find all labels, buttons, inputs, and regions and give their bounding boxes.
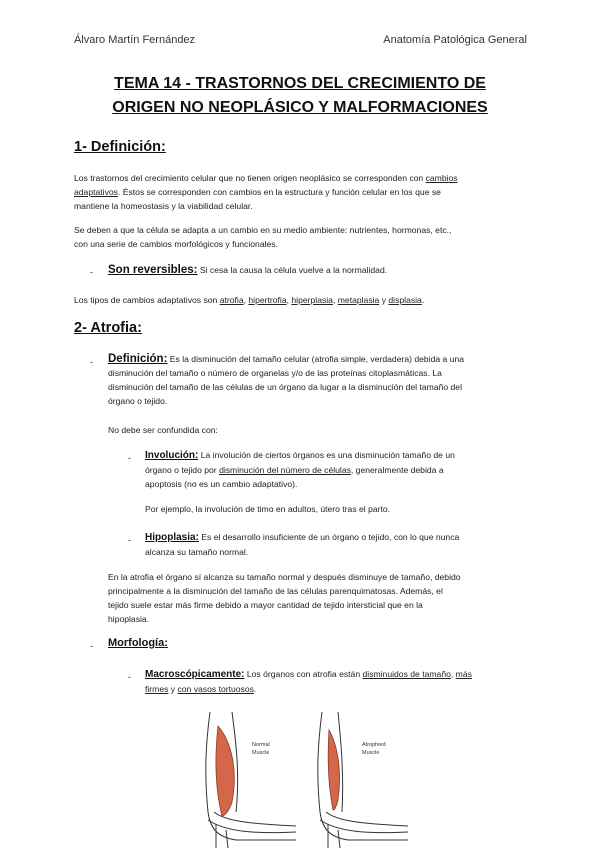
text: Los órganos con atrofia están: [244, 669, 363, 679]
label-morfologia: Morfología:: [108, 637, 168, 649]
label-atrophied-1: Atrophied: [362, 742, 386, 748]
term-disminucion-celulas: disminución del número de células: [219, 465, 351, 475]
text: principalmente a la disminución del tamaño de las células parenquimatosas. Además, el: [108, 586, 443, 596]
section-heading-atrofia: 2- Atrofia:: [74, 320, 142, 336]
page-title: [60, 72, 540, 120]
term-firmes: firmes: [145, 684, 169, 694]
paragraph-involucion: [145, 448, 455, 491]
atrophied-muscle-shape: [328, 730, 339, 810]
term-hipertrofia: hipertrofia: [248, 295, 287, 305]
text: disminución del tamaño de las células de un órgano da lugar a la disminución del tamaño del: [108, 382, 462, 392]
term-displasia: displasia: [388, 295, 422, 305]
text: y: [379, 295, 389, 305]
label-normal-1: Normal: [252, 742, 270, 748]
text: órgano o tejido por: [145, 465, 220, 475]
term-disminuidos: disminuidos de tamaño: [362, 669, 451, 679]
text: , generalmente debida a: [350, 465, 444, 475]
label-atrophied-2: Muscle: [362, 750, 380, 756]
text: Se deben a que la célula se adapta a un cambio en su medio ambiente: nutrientes, hormonas, etc.,: [74, 225, 452, 235]
paragraph-atrofia-vs-hipoplasia: [108, 570, 461, 626]
paragraph-macroscopicamente: [145, 667, 472, 696]
muscle-atrophy-illustration: [196, 712, 416, 848]
section-heading-definicion: 1- Definición:: [74, 139, 166, 155]
text: Si cesa la causa la célula vuelve a la normalidad.: [197, 265, 388, 275]
term-adaptativos: adaptativos: [74, 187, 118, 197]
title-line-1: TEMA 14 - TRASTORNOS DEL CRECIMIENTO DE: [114, 75, 486, 92]
bullet-dash: -: [90, 357, 93, 367]
bullet-dash: -: [90, 641, 93, 651]
paragraph-definicion-1: [74, 171, 458, 213]
bullet-dash: -: [90, 267, 93, 277]
term-atrofia: atrofia: [219, 295, 244, 305]
label-reversibles: Son reversibles:: [108, 264, 198, 276]
header-author: Álvaro Martín Fernández: [74, 34, 196, 46]
text: órgano o tejido.: [108, 396, 168, 406]
text: y: [168, 684, 178, 694]
term-mas: más: [455, 669, 472, 679]
text: En la atrofia el órgano sí alcanza su tamaño normal y después disminuye de tamaño, debido: [108, 572, 461, 582]
label-involucion: Involución:: [145, 450, 199, 461]
term-cambios: cambios: [425, 173, 458, 183]
header-subject: Anatomía Patológica General: [383, 34, 527, 46]
text: ,: [450, 669, 456, 679]
paragraph-definicion-2: [74, 223, 451, 251]
label-definicion: Definición:: [108, 353, 168, 365]
paragraph-definicion-atrofia: [108, 352, 464, 408]
title-line-2: ORIGEN NO NEOPLÁSICO Y MALFORMACIONES: [112, 99, 488, 116]
text: Es el desarrollo insuficiente de un órgano o tejido, con lo que nunca: [198, 532, 460, 542]
text: disminución del tamaño o número de organelas y/o de las proteínas citoplasmáticas. La: [108, 368, 442, 378]
label-macroscopicamente: Macroscópicamente:: [145, 669, 245, 680]
text: La involución de ciertos órganos es una disminución tamaño de un: [198, 450, 455, 460]
text: Es la disminución del tamaño celular (atrofia simple, verdadera) debida a una: [167, 354, 465, 364]
text: hipoplasia.: [108, 614, 150, 624]
term-vasos-tortuosos: con vasos tortuosos: [177, 684, 254, 694]
text: mantiene la homeostasis y la viabilidad celular.: [74, 201, 253, 211]
bullet-dash: -: [128, 672, 131, 682]
text-confundida: No debe ser confundida con:: [108, 425, 218, 435]
text: .: [253, 684, 257, 694]
bullet-dash: -: [128, 535, 131, 545]
paragraph-tipos: [74, 293, 424, 307]
label-hipoplasia: Hipoplasia:: [145, 532, 199, 543]
text-ejemplo-involucion: Por ejemplo, la involución de timo en adultos, útero tras el parto.: [145, 504, 391, 514]
text: ,: [243, 295, 249, 305]
text: Los trastornos del crecimiento celular que no tienen origen neoplásico se corresponden con: [74, 173, 426, 183]
text: ,: [286, 295, 292, 305]
text: . Éstos se corresponden con cambios en la estructura y función celular en los que se: [117, 187, 441, 197]
term-hiperplasia: hiperplasia: [291, 295, 333, 305]
text: ,: [332, 295, 338, 305]
text: tejido suele estar más firme debido a mayor cantidad de tejido intersticial que en la: [108, 600, 423, 610]
bullet-reversibles: [108, 263, 387, 277]
text: .: [421, 295, 425, 305]
paragraph-hipoplasia: [145, 530, 459, 559]
text: alcanza su tamaño normal.: [145, 547, 249, 557]
label-normal-2: Muscle: [252, 750, 270, 756]
bullet-dash: -: [128, 453, 131, 463]
text: Los tipos de cambios adaptativos son: [74, 295, 220, 305]
text: apoptosis (no es un cambio adaptativo).: [145, 479, 298, 489]
normal-muscle-shape: [216, 726, 234, 816]
text: con una serie de cambios morfológicos y funcionales.: [74, 239, 278, 249]
term-metaplasia: metaplasia: [337, 295, 380, 305]
heading-morfologia: [108, 636, 168, 650]
